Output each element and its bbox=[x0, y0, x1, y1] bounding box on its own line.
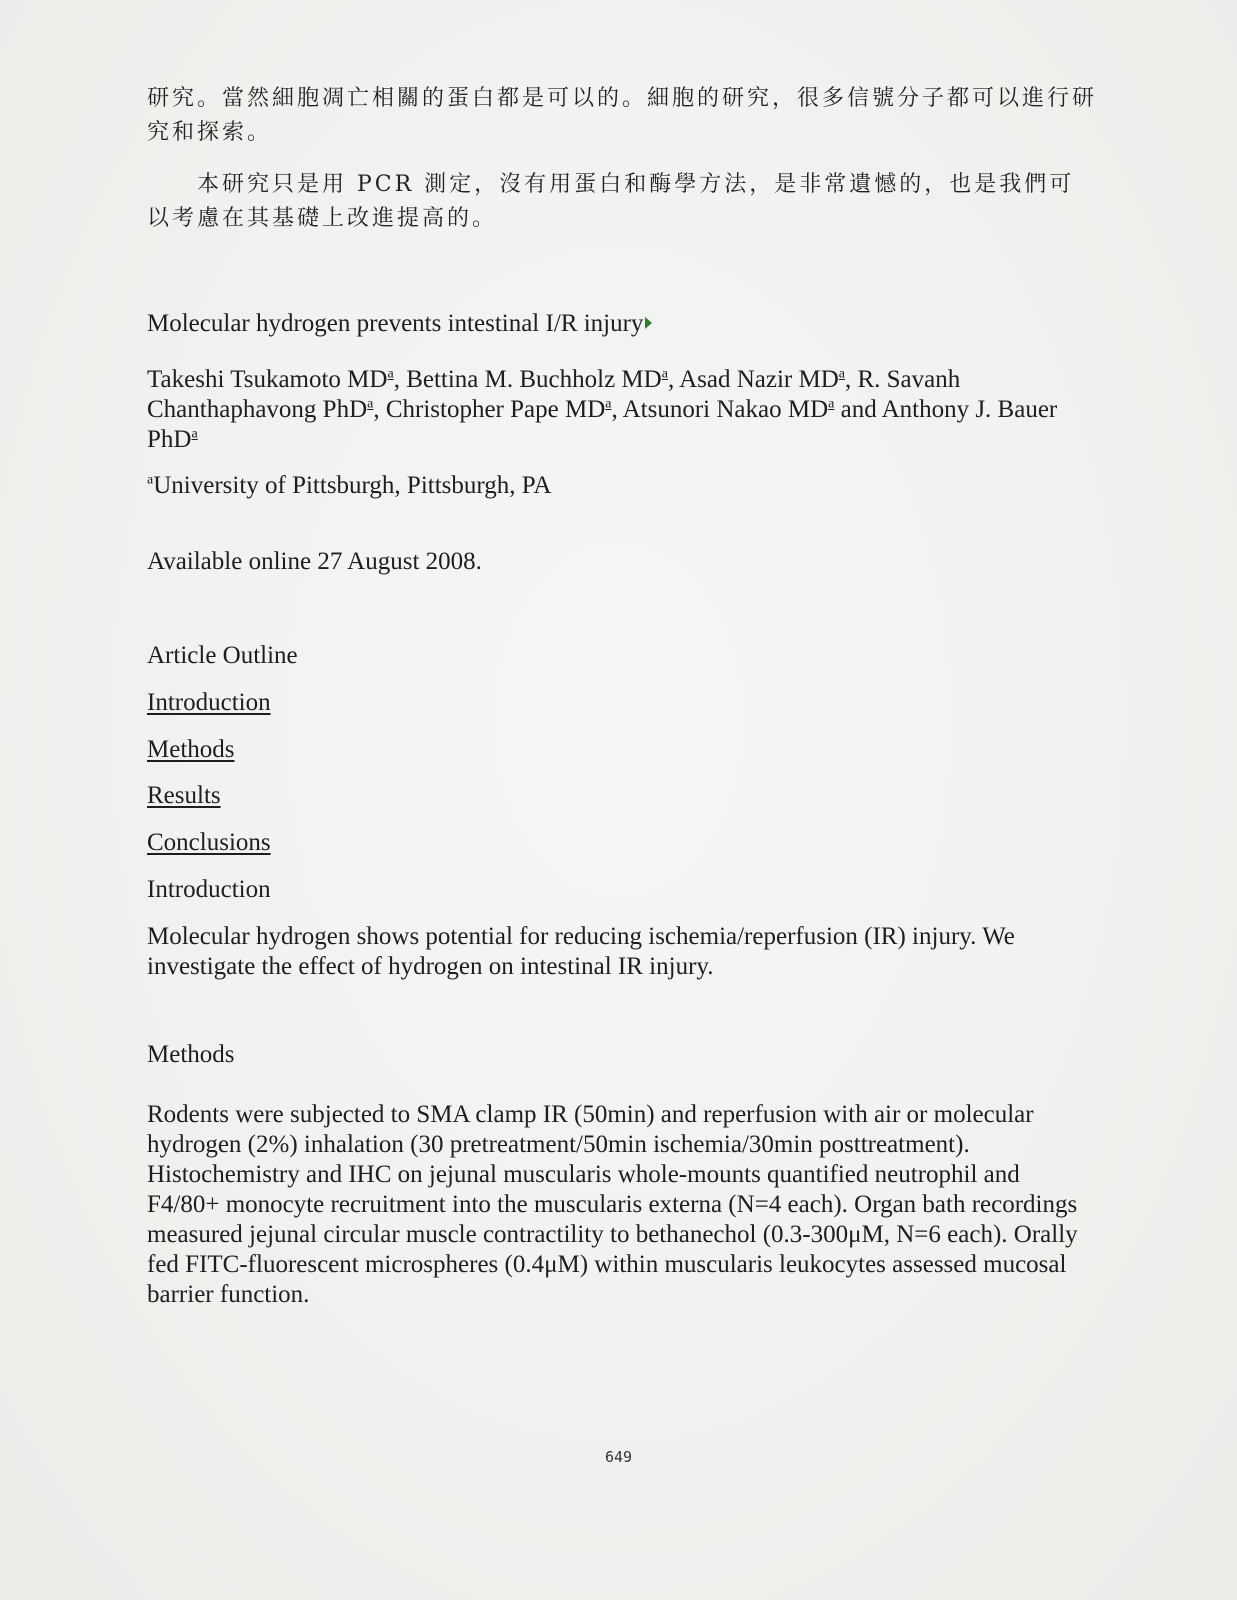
author-name: Anthony J. Bauer PhD bbox=[147, 396, 1058, 453]
outline-link-conclusions-block bbox=[147, 828, 1097, 858]
affiliation-text: University of Pittsburgh, Pittsburgh, PA bbox=[153, 472, 552, 499]
chinese-paragraph-2: 本研究只是用 PCR 測定，沒有用蛋白和酶學方法，是非常遺憾的，也是我們可以考慮在其基礎上改進提高的。 bbox=[147, 172, 1075, 231]
author-separator: , bbox=[373, 396, 386, 423]
outline-link-introduction-block bbox=[147, 688, 1097, 718]
author-name: Bettina M. Buchholz MD bbox=[406, 366, 662, 393]
methods-heading-block bbox=[147, 1040, 1097, 1070]
methods-text: Rodents were subjected to SMA clamp IR (50min) and reperfusion with air or molecular hydrogen (2%) inhalation (30 pretreatment/50min ischemia/30min posttreatment). Histochemistry and IHC on jejunal muscularis whole-mounts quantified neutrophil and F4/80+ monocyte recruitment into the muscularis externa (N=4 each). Organ bath recordings measured jejunal circular muscle contractility to bethanechol (0.3-300μM, N=6 each). Orally fed FITC-fluorescent microspheres (0.4μM) within muscularis leukocytes assessed mucosal barrier function. bbox=[147, 1101, 1078, 1308]
author-name: Takeshi Tsukamoto MD bbox=[147, 366, 388, 393]
author-affiliation-superscript[interactable]: a bbox=[191, 426, 198, 442]
article-title bbox=[147, 309, 1097, 339]
chinese-paragraph-2-block bbox=[147, 168, 1097, 236]
availability-block bbox=[147, 547, 1097, 577]
methods-text-block bbox=[147, 1100, 1097, 1310]
author-name: Atsunori Nakao MD bbox=[622, 396, 829, 423]
article-outline-heading: Article Outline bbox=[147, 642, 298, 669]
author-affiliation-superscript[interactable]: a bbox=[838, 366, 845, 382]
available-online-date: Available online 27 August 2008. bbox=[147, 548, 482, 575]
author-separator: , bbox=[667, 366, 680, 393]
author-affiliation-superscript[interactable]: a bbox=[605, 396, 612, 412]
article-title-text: Molecular hydrogen prevents intestinal I/R injury bbox=[147, 310, 644, 337]
green-arrow-icon bbox=[645, 317, 652, 329]
chinese-paragraph-1: 研究。當然細胞凋亡相關的蛋白都是可以的。細胞的研究，很多信號分子都可以進行研究和探索。 bbox=[147, 86, 1098, 145]
outline-heading-block bbox=[147, 641, 1097, 671]
author-affiliation-superscript[interactable]: a bbox=[387, 366, 394, 382]
authors-block bbox=[147, 365, 1097, 455]
chinese-paragraph-1-block bbox=[147, 82, 1097, 150]
author-affiliation-superscript[interactable]: a bbox=[661, 366, 668, 382]
author-name: R. Savanh Chanthaphavong PhD bbox=[147, 366, 961, 423]
methods-heading: Methods bbox=[147, 1041, 235, 1068]
affiliation bbox=[147, 471, 1097, 501]
author-name: Christopher Pape MD bbox=[385, 396, 606, 423]
article-title-block bbox=[147, 309, 1097, 339]
outline-link-methods[interactable]: Methods bbox=[147, 736, 235, 763]
outline-link-results-block bbox=[147, 781, 1097, 811]
outline-link-conclusions[interactable]: Conclusions bbox=[147, 829, 271, 856]
author-name: Asad Nazir MD bbox=[679, 366, 839, 393]
author-separator: and bbox=[834, 396, 882, 423]
outline-link-methods-block bbox=[147, 735, 1097, 765]
introduction-heading-block bbox=[147, 875, 1097, 905]
author-list bbox=[147, 365, 1097, 455]
introduction-text: Molecular hydrogen shows potential for reducing ischemia/reperfusion (IR) injury. We investigate the effect of hydrogen on intestinal IR injury. bbox=[147, 923, 1015, 980]
author-separator: , bbox=[393, 366, 407, 393]
author-separator: , bbox=[844, 366, 858, 393]
outline-link-results[interactable]: Results bbox=[147, 782, 221, 809]
outline-link-introduction[interactable]: Introduction bbox=[147, 689, 271, 716]
introduction-text-block bbox=[147, 922, 1097, 982]
author-affiliation-superscript[interactable]: a bbox=[828, 396, 835, 412]
author-separator: , bbox=[611, 396, 623, 423]
affiliation-block bbox=[147, 471, 1097, 501]
introduction-heading: Introduction bbox=[147, 876, 271, 903]
author-affiliation-superscript[interactable]: a bbox=[367, 396, 374, 412]
affiliation-superscript: a bbox=[147, 472, 154, 488]
page-number: 649 bbox=[604, 1448, 633, 1466]
